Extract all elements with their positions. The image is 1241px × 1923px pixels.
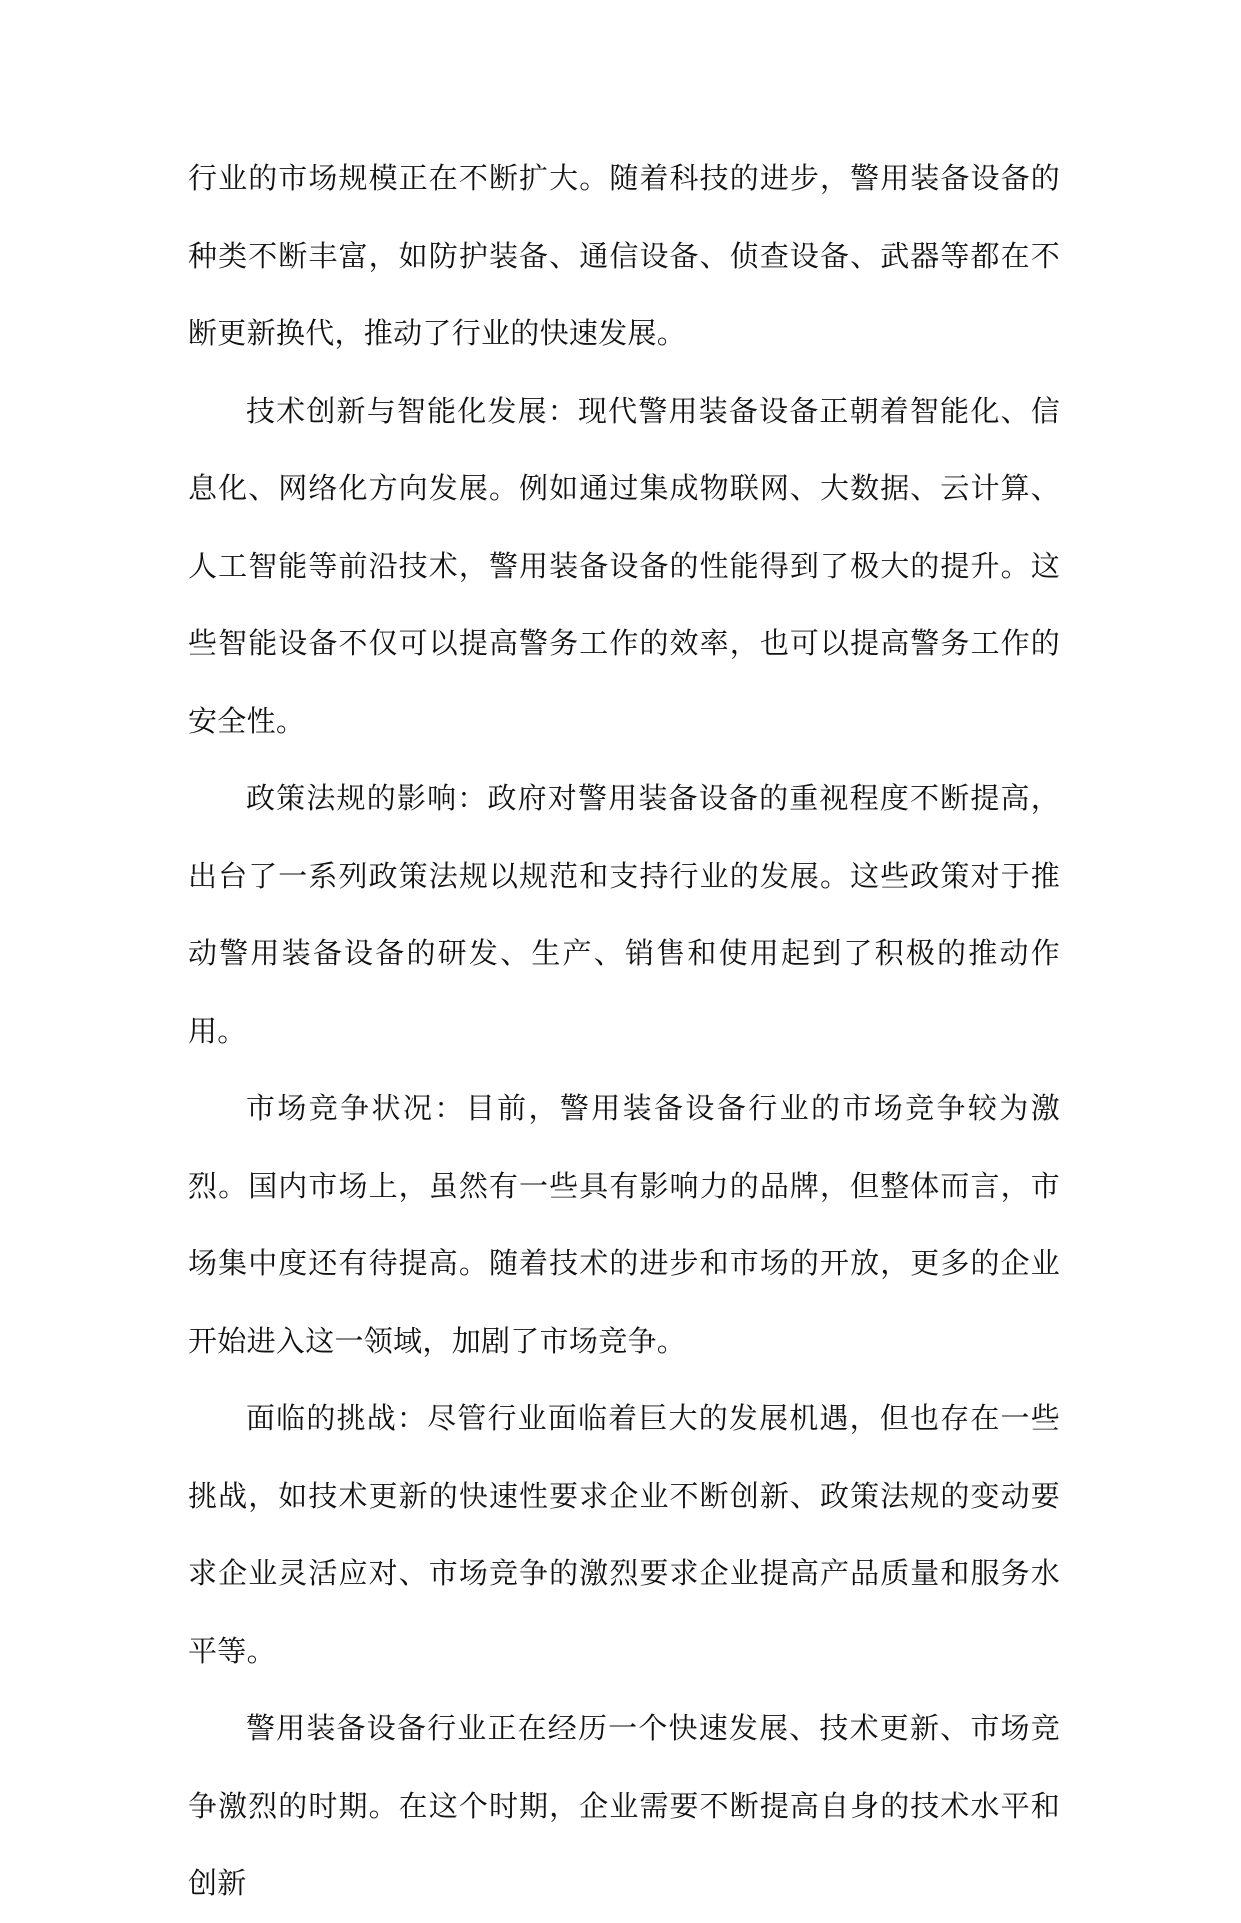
document-body: [188, 140, 1060, 1923]
paragraph-challenges: 面临的挑战：尽管行业面临着巨大的发展机遇，但也存在一些挑战，如技术更新的快速性要求企业不断创新、政策法规的变动要求企业灵活应对、市场竞争的激烈要求企业提高产品质量和服务水平等。: [188, 1401, 1060, 1668]
paragraph-summary: 警用装备设备行业正在经历一个快速发展、技术更新、市场竞争激烈的时期。在这个时期，企业需要不断提高自身的技术水平和创新: [188, 1711, 1060, 1900]
paragraph-market-competition: 市场竞争状况：目前，警用装备设备行业的市场竞争较为激烈。国内市场上，虽然有一些具有影响力的品牌，但整体而言，市场集中度还有待提高。随着技术的进步和市场的开放，更多的企业开始进入这一领域，加剧了市场竞争。: [188, 1091, 1060, 1358]
paragraph-market-scale: 行业的市场规模正在不断扩大。随着科技的进步，警用装备设备的种类不断丰富，如防护装备、通信设备、侦查设备、武器等都在不断更新换代，推动了行业的快速发展。: [188, 161, 1060, 350]
paragraph-tech-innovation: 技术创新与智能化发展：现代警用装备设备正朝着智能化、信息化、网络化方向发展。例如通过集成物联网、大数据、云计算、人工智能等前沿技术，警用装备设备的性能得到了极大的提升。这些智能设备不仅可以提高警务工作的效率，也可以提高警务工作的安全性。: [188, 393, 1060, 738]
paragraph-policy-impact: 政策法规的影响：政府对警用装备设备的重视程度不断提高，出台了一系列政策法规以规范和支持行业的发展。这些政策对于推动警用装备设备的研发、生产、销售和使用起到了积极的推动作用。: [188, 781, 1060, 1048]
